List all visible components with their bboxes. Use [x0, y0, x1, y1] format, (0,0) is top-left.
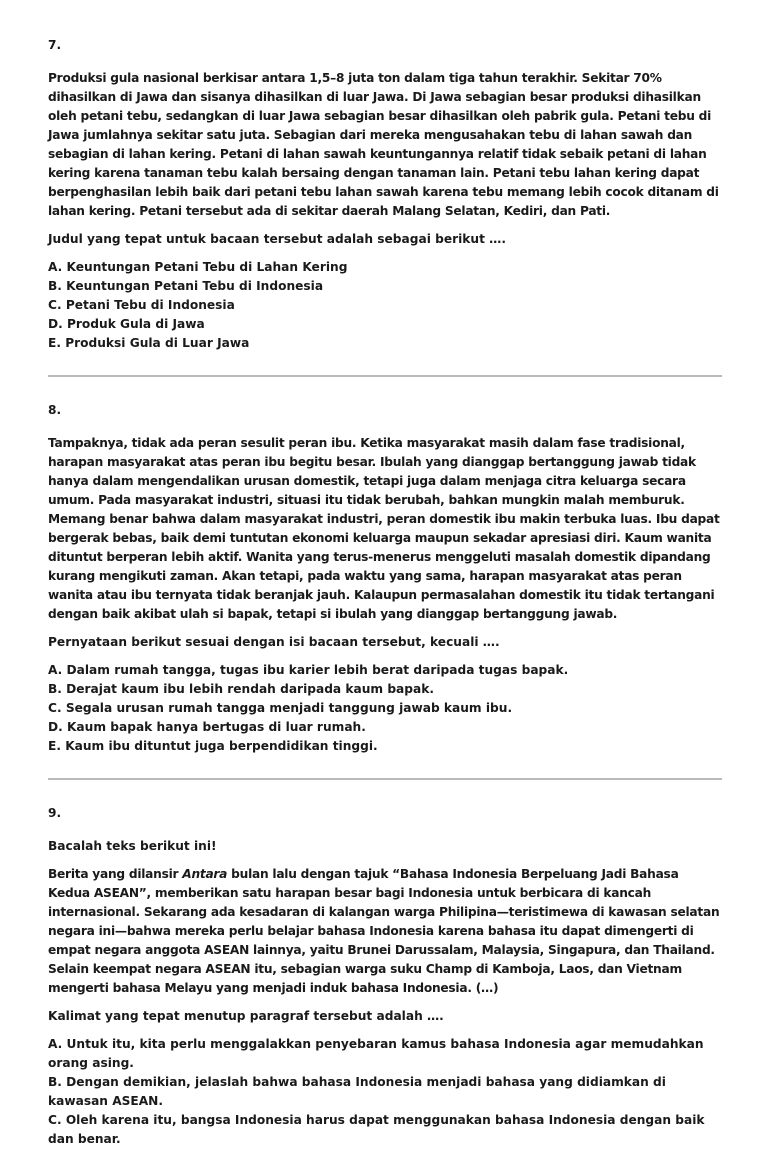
question-instruction: Bacalah teks berikut ini! — [48, 839, 217, 853]
answer-option-a[interactable]: A. Keuntungan Petani Tebu di Lahan Kering — [48, 260, 348, 274]
question-9 — [48, 804, 720, 1149]
question-number: 8. — [48, 403, 62, 417]
question-prompt: Pernyataan berikut sesuai dengan isi bacaan tersebut, kecuali …. — [48, 635, 500, 649]
question-number: 7. — [48, 38, 62, 52]
reading-passage — [48, 865, 720, 998]
answer-options — [48, 258, 720, 353]
answer-option-b[interactable]: B. Dengan demikian, jelaslah bahwa bahasa Indonesia menjadi bahasa yang didiamkan di kawasan ASEAN. — [48, 1075, 666, 1108]
question-number: 9. — [48, 806, 62, 820]
answer-options — [48, 1035, 720, 1149]
answer-option-a[interactable]: A. Untuk itu, kita perlu menggalakkan penyebaran kamus bahasa Indonesia agar memudahkan orang asing. — [48, 1037, 704, 1070]
answer-option-c[interactable]: C. Oleh karena itu, bangsa Indonesia harus dapat menggunakan bahasa Indonesia dengan baik dan benar. — [48, 1113, 705, 1146]
answer-option-a[interactable]: A. Dalam rumah tangga, tugas ibu karier lebih berat daripada tugas bapak. — [48, 663, 569, 677]
question-prompt: Judul yang tepat untuk bacaan tersebut adalah sebagai berikut …. — [48, 232, 506, 246]
reading-passage: Tampaknya, tidak ada peran sesulit peran ibu. Ketika masyarakat masih dalam fase tradisional, harapan masyarakat atas peran ibu begitu besar. Ibulah yang dianggap bertanggung jawab tidak hanya dalam mengendalikan urusan domestik, tetapi juga dalam menjaga citra keluarga secara umum. Pada masyarakat industri, situasi itu tidak berubah, bahkan mungkin malah memburuk. Memang benar bahwa dalam masyarakat industri, peran domestik ibu makin terbuka luas. Ibu dapat bergerak bebas, baik demi tuntutan ekonomi keluarga maupun sekadar apresiasi diri. Kaum wanita dituntut berperan lebih aktif. Wanita yang terus-menerus menggeluti masalah domestik dipandang kurang mengikuti zaman. Akan tetapi, pada waktu yang sama, harapan masyarakat atas peran wanita atau ibu ternyata tidak beranjak jauh. Kalaupun permasalahan domestik itu tidak tertangani dengan baik akibat ulah si bapak, tetapi si ibulah yang dianggap bertanggung jawab. — [48, 436, 720, 621]
answer-option-c[interactable]: C. Petani Tebu di Indonesia — [48, 298, 235, 312]
answer-option-c[interactable]: C. Segala urusan rumah tangga menjadi tanggung jawab kaum ibu. — [48, 701, 513, 715]
question-prompt: Kalimat yang tepat menutup paragraf tersebut adalah …. — [48, 1009, 444, 1023]
question-8 — [48, 401, 720, 756]
question-divider — [48, 778, 722, 780]
answer-options — [48, 661, 720, 756]
answer-option-b[interactable]: B. Derajat kaum ibu lebih rendah daripada kaum bapak. — [48, 682, 434, 696]
passage-text-start: Berita yang dilansir — [48, 867, 183, 881]
answer-option-d[interactable]: D. Kaum bapak hanya bertugas di luar rumah. — [48, 720, 366, 734]
answer-option-e[interactable]: E. Produksi Gula di Luar Jawa — [48, 336, 250, 350]
answer-option-e[interactable]: E. Kaum ibu dituntut juga berpendidikan tinggi. — [48, 739, 378, 753]
passage-text-rest: bulan lalu dengan tajuk “Bahasa Indonesia Berpeluang Jadi Bahasa Kedua ASEAN”, memberikan satu harapan besar bagi Indonesia untuk berbicara di kancah internasional. Sekarang ada kesadaran di kalangan warga Philipina—teristimewa di kawasan selatan negara ini—bahwa mereka perlu belajar bahasa Indonesia karena bahasa itu dapat dimengerti di empat negara anggota ASEAN lainnya, yaitu Brunei Darussalam, Malaysia, Singapura, dan Thailand. Selain keempat negara ASEAN itu, sebagian warga suku Champ di Kamboja, Laos, dan Vietnam mengerti bahasa Melayu yang menjadi induk bahasa Indonesia. (…) — [48, 867, 720, 995]
question-divider — [48, 375, 722, 377]
answer-option-d[interactable]: D. Produk Gula di Jawa — [48, 317, 205, 331]
reading-passage: Produksi gula nasional berkisar antara 1,5–8 juta ton dalam tiga tahun terakhir. Sekitar 70% dihasilkan di Jawa dan sisanya dihasilkan di luar Jawa. Di Jawa sebagian besar produksi dihasilkan oleh petani tebu, sedangkan di luar Jawa sebagian besar dihasilkan oleh pabrik gula. Petani tebu di Jawa jumlahnya sekitar satu juta. Sebagian dari mereka mengusahakan tebu di lahan sawah dan sebagian di lahan kering. Petani di lahan sawah keuntungannya relatif tidak sebaik petani di lahan kering karena tanaman tebu kalah bersaing dengan tanaman lain. Petani tebu lahan kering dapat berpenghasilan lebih baik dari petani tebu lahan sawah karena tebu memang lebih cocok ditanam di lahan kering. Petani tersebut ada di sekitar daerah Malang Selatan, Kediri, dan Pati. — [48, 71, 719, 218]
source-name: Antara — [182, 867, 228, 881]
question-7 — [48, 36, 720, 353]
answer-option-b[interactable]: B. Keuntungan Petani Tebu di Indonesia — [48, 279, 324, 293]
